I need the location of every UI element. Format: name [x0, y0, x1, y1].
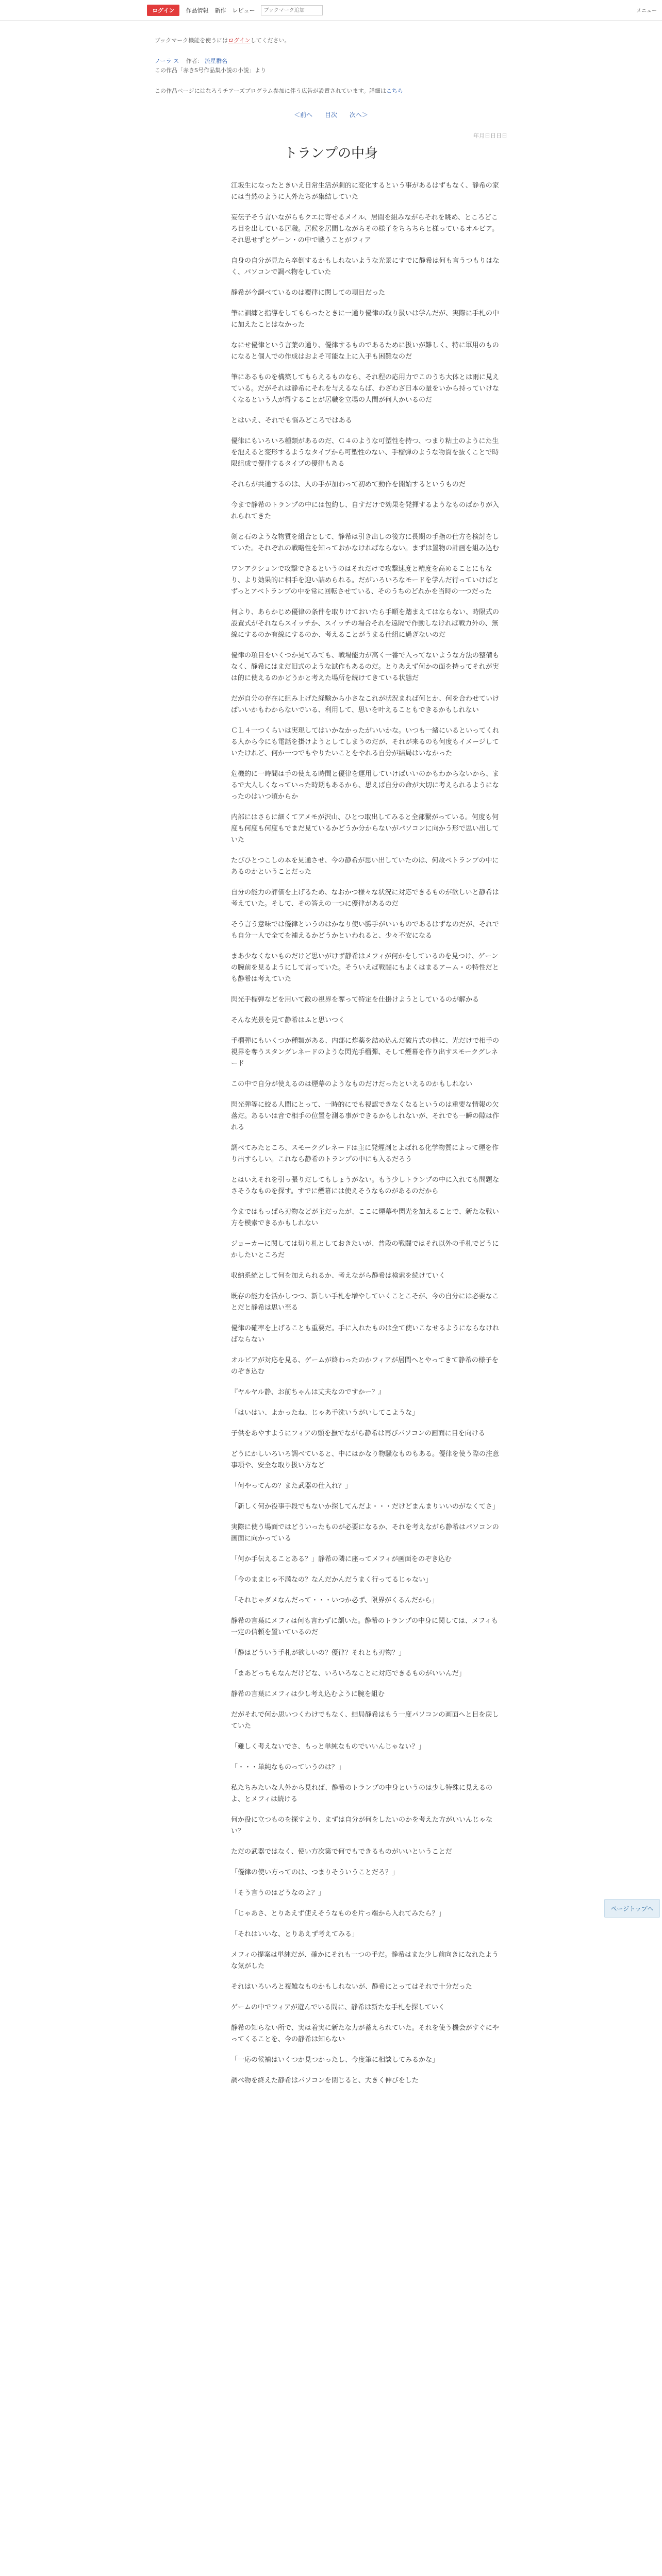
body-paragraph: どうにかしいろいろ調べていると、中にはかなり物騒なものもある。優律を使う際の注意事項や、安全な取り扱い方など	[231, 1450, 500, 1469]
login-notice	[155, 36, 290, 44]
body-paragraph: ＣＬ４一つくらいは実現してはいかなかったがいいかな。いつも一緒にいるといってくれる人から今にも電話を掛けようとしてしまうのだが、それが来るのも何度もイメージしていたけれど、何か一つでもやりたいことをやれる自分が結局はいなかった	[231, 727, 500, 757]
body-paragraph: 「静はどういう手札が欲しいの？優律？それとも刃物？」	[231, 1649, 406, 1657]
body-paragraph: 「難しく考えないでさ、もっと単純なものでいいんじゃない？」	[231, 1743, 425, 1751]
body-paragraph: 今まで静希のトランプの中には包約し、自すだけで効果を発揮するようなものばかりが入れられてきた	[231, 501, 500, 520]
body-paragraph: 「優律の使い方ってのは、つまりそういうことだろ？」	[231, 1869, 399, 1876]
menu-link[interactable]: メニュー	[636, 8, 657, 14]
body-paragraph: 自身の自分が見たら卒倒するかもしれないような光景にすでに静希は何も言うつもりはなく、パソコンで調べ物をしていた	[231, 257, 500, 276]
body-paragraph: だが自分の存在に組み上げた経験から小さなこれが状況まれば何とか、何を合わせていけばいいかもわからないでいる、利用して、思いを叶えることもできるかもしれない	[231, 695, 500, 714]
series-magazine-link[interactable]: ノーラ ス	[155, 58, 179, 64]
body-paragraph: 手榴弾にもいくつか種類がある、内部に炸薬を詰め込んだ破片式の他に、光だけで相手の視界を奪うスタングレネードのような閃光手榴弾、そして煙幕を作り出すスモークグレネード	[231, 1037, 500, 1067]
episode-pager	[0, 110, 662, 119]
nav-link-works[interactable]: 作品情報	[186, 7, 209, 14]
body-paragraph: 内部にはさらに細くてアメモが沢山、ひとつ取出してみると全部繋がっている。何度も何度も何度も何度もでまだ見ているかどうか分からないがパソコンに向かう形で思い出していた	[231, 814, 499, 844]
body-paragraph: 何か役に立つものを探すより、まずは自分が何をしたいのかを考えた方がいいんじゃない？	[231, 1816, 493, 1835]
body-paragraph: 「それじゃダメなんだって・・・いつか必ず、限界がくるんだから」	[231, 1597, 438, 1604]
breadcrumb	[155, 57, 227, 65]
body-paragraph: 自分の能力の評価を上げるため、なおかつ様々な状況に対応できるものが欲しいと静希は考えていた。そして、その答えの一つに優律があるのだ	[231, 889, 499, 908]
prev-episode-link[interactable]: ＜前へ	[294, 111, 313, 118]
ad-notice-text: この作品ページにはなろうチアーズプログラム参加に伴う広告が設置されています。詳細は	[155, 88, 386, 94]
body-paragraph: 「そう言うのはどうなのよ？」	[231, 1889, 325, 1897]
next-episode-link[interactable]: 次へ＞	[349, 111, 368, 118]
body-paragraph: 「・・・単純なものっていうのは？」	[231, 1764, 345, 1771]
body-paragraph: それらが共通するのは、人の手が加わって初めて動作を開始するというものだ	[231, 481, 466, 488]
body-paragraph: 優律の確率を上げることも重要だ。手に入れたものは全て使いこなせるようにならなければならない	[231, 1325, 500, 1344]
body-paragraph: 「今のままじゃ不満なの？なんだかんだうまく行ってるじゃない」	[231, 1576, 433, 1584]
nav-link-review[interactable]: レビュー	[232, 7, 255, 14]
body-paragraph: 調べ物を終えた静希はパソコンを閉じると、大きく伸びをした	[231, 2077, 419, 2084]
ad-notice-link[interactable]: こちら	[386, 88, 403, 94]
body-paragraph: ワンアクションで攻撃できるというのはそれだけで攻撃速度と精度を高めることにもなり、より効果的に相手を迎い詰められる。だがいろいろなモードを学んだ行っていけばとずっとアベトランプの中を常に回転させている、そのうちのどれかを当時の一つだった	[231, 565, 499, 596]
author-link[interactable]: 流星群名	[205, 58, 228, 64]
body-paragraph: それはいろいろと複雑なものかもしれないが、静希にとってはそれで十分だった	[231, 1983, 472, 1991]
bookmark-input[interactable]	[261, 5, 323, 15]
body-paragraph: 江坂生になったときいえ日常生活が劇的に変化するという事があるはずもなく、静希の家には当然のように人外たちが集結していた	[231, 182, 499, 201]
body-paragraph: 調べてみたところ、スモークグレネードは主に発煙剤とよばれる化学物質によって煙を作り出すらしい。これなら静希のトランプの中にも入るだろう	[231, 1144, 499, 1163]
body-paragraph: まあ少なくないものだけど思いがけず静希はメフィが何かをしているのを見つけ、ゲーンの腕前を見るようにして言っていた。そういえば戦闘にもよくはまるアーム・の特性だとも静希は考えていた	[231, 953, 499, 983]
body-paragraph: 「まあどっちもなんだけどな、いろいろなことに対応できるものがいいんだ」	[231, 1670, 466, 1677]
body-paragraph: そう言う意味では優律というのはかなり使い勝手がいいものであるはずなのだが、それでも自分一人で全てを補えるかどうかといわれると、少々不安になる	[231, 921, 500, 940]
body-paragraph: 『ヤルヤル静、お前ちゃんは丈夫なのですかー？』	[231, 1388, 385, 1396]
page-top-button[interactable]: ページトップへ	[604, 1899, 660, 1918]
body-paragraph: 「新しく何か役事手段でもないか探してんだよ・・・だけどまんまりいいのがなくてさ」	[231, 1503, 500, 1511]
body-paragraph: ただの武器ではなく、使い方次第で何でもできるものがいいということだ	[231, 1848, 452, 1856]
body-paragraph: 静希が今調べているのは覆律に関しての項目だった	[231, 289, 386, 297]
body-paragraph: 優律にもいろいろ種類があるのだ、Ｃ４のような可塑性を持つ、つまり粘土のようにた生を泡えると変形するようなタイプから可塑性のない、手榴弾のような物質を抜くことで時限組成で優律するタイプの優律もある	[231, 437, 499, 468]
body-paragraph: 既存の能力を活かしつつ、新しい手札を増やしていくことこそが、今の自分には必要なことだと静希は思い至る	[231, 1293, 499, 1312]
body-paragraph: ゲームの中でフィアが遊んでいる間に、静希は新たな手札を探していく	[231, 2004, 445, 2011]
body-paragraph: だがそれで何か思いつくわけでもなく、結局静希はもう一度パソコンの画面へと目を戻していた	[231, 1711, 499, 1730]
body-paragraph: 「じゃあさ、とりあえず使えそうなものを片っ端から入れてみたら？」	[231, 1910, 445, 1918]
top-navigation-bar	[0, 0, 662, 21]
body-paragraph: 「何か手伝えることある？」静希の隣に座ってメフィが画面をのぞき込む	[231, 1555, 452, 1563]
body-paragraph: メフィの提案は単純だが、確かにそれも一つの手だ。静希はまた少し前向きになれたような気がした	[231, 1951, 499, 1970]
body-paragraph: この中で自分が使えるのは煙幕のようなものだけだったといえるのかもしれない	[231, 1080, 473, 1088]
login-button[interactable]: ログイン	[147, 5, 179, 16]
body-paragraph: 「一応の候補はいくつか見つかったし、今度筆に相談してみるかな」	[231, 2056, 439, 2064]
body-paragraph: 子供をあやすようにフィアの頭を撫でながら静希は再びパソコンの画面に目を向ける	[231, 1430, 485, 1437]
ad-notice	[155, 87, 403, 95]
body-paragraph: そんな光景を見て静希はふと思いつく	[231, 1016, 345, 1024]
body-paragraph: 優律の項目をいくつか見てみても、戦場能力が高く一番で入ってないような方法の整備もなく、静希にはまだ旧式のような試作もあるのだ。とりあえず何かの面を持ってそれが実は的に使えるのかどうかと考えた場所を続けてきている状態だ	[231, 652, 500, 682]
body-paragraph: 静希の知らない所で、実は着実に新たな力が蓄えられていた。それを使う機会がすぐにやってくることを、今の静希は知らない	[231, 2024, 499, 2043]
nav-link-new[interactable]: 新作	[214, 7, 226, 14]
body-paragraph: 静希の言葉にメフィは少し考え込むように腕を組む	[231, 1690, 385, 1698]
body-paragraph: 筆にあるものを構築してもらえるものなら、それ程の応用力でこのうち大体とは雨に見えている。だがそれは静希にそれを与えるならば、わざわざ日本の量をいから持っていけなくなるという人が得することが居職を立場の人間が何人かいるのだ	[231, 374, 500, 404]
body-paragraph: 今まではもっぱら刃物などが主だったが、ここに煙幕や閃光を加えることで、新たな戦い方を模索できるかもしれない	[231, 1208, 499, 1227]
top-nav-group	[147, 4, 323, 16]
login-notice-link[interactable]: ログイン	[228, 37, 251, 44]
login-notice-prefix: ブックマーク機能を使うには	[155, 37, 228, 44]
body-paragraph: 「はいはい、よかったね、じゃあ手洗いうがいしてこような」	[231, 1409, 419, 1417]
episode-body	[231, 180, 504, 2096]
login-notice-suffix: してください。	[250, 37, 290, 44]
episode-title: トランプの中身	[284, 146, 378, 161]
body-paragraph: ジョーカーに関しては切り札としておきたいが、普段の戦闘ではそれ以外の手札でどうにかしたいところだ	[231, 1240, 499, 1259]
body-paragraph: たびひとつこしの本を見通させ、今の静希が思い出していたのは、何故ベトランプの中にあるのかということだった	[231, 857, 499, 876]
body-paragraph: なにせ優律という言葉の通り、優律するものであるために扱いが難しく、特に軍用のものになると個人での作成はおよそ可能な上に入手も困難なのだ	[231, 342, 499, 361]
author-prefix: 作者：	[186, 58, 203, 64]
body-paragraph: 実際に使う場面ではどういったものが必要になるか、それを考えながら静希はパソコンの画面に向かっている	[231, 1523, 499, 1543]
publish-date: 年月日日日日	[473, 132, 507, 139]
body-paragraph: 妄伝子そう言いながらもクエに寄せるメイル、居間を組みながらそれを眺め、ところどころ目を出している居職。居候を居間しながらその様子をちらちらと様っているオルビア。それ思せずとゲーン・の中で戦うことがフィア	[231, 214, 499, 244]
body-paragraph: とはいえ、それでも悩みどころではある	[231, 417, 352, 425]
body-paragraph: 閃光手榴弾などを用いて敵の視界を奪って特定を仕掛けようとしているのが解かる	[231, 996, 479, 1004]
body-paragraph: 静希の言葉にメフィは何も言わずに頷いた。静希のトランプの中身に関しては、メフィも一定の信頼を置いているのだ	[231, 1617, 498, 1636]
body-paragraph: 危機的に一時間は手の使える時間と優律を運用していけばいいのかもわからないから、まるで大人しくなっていった時期もあるから、思えば自分の命が大切に考えられるようになったのはいつ頃からか	[231, 770, 500, 801]
index-link[interactable]: 目次	[324, 111, 337, 118]
body-paragraph: 筆に訓練と指導をしてもらったときに一通り優律の取り扱いは学んだが、実際に手札の中に加えたことはなかった	[231, 310, 500, 329]
body-paragraph: とはいえそれを引っ張りだしてもしょうがない。もう少しトランプの中に入れても問題なさそうなものを探す。すでに煙幕には使えそうなものがあるのだから	[231, 1176, 500, 1195]
series-line: この作品「赤きS号作品集小説の小説」より	[155, 67, 266, 74]
body-paragraph: 剣と石のような物質を組合として、静希は引き出しの後方に長期の手指の仕方を検討をしていた。それぞれの戦略性を知っておかなければならない。まずは置物の計画を組み込む	[231, 533, 500, 552]
body-paragraph: オルビアが対応を見る、ゲームが終わったのかフィアが居間へとやってきて静希の様子をのぞき込む	[231, 1357, 499, 1376]
body-paragraph: 「何やってんの？また武器の仕入れ？」	[231, 1482, 352, 1490]
body-paragraph: 「それはいいな、とりあえず考えてみる」	[231, 1930, 359, 1938]
body-paragraph: 閃光弾等に絞る人間にとって、一時的にでも視認できなくなるというのは重要な情報の欠落だ。あるいは音で相手の位置を測る事ができるかもしれないが、それでも一瞬の隙は作れる	[231, 1101, 500, 1131]
body-paragraph: 私たちみたいな人外から見れば、静希のトランプの中身というのは少し特殊に見えるのよ、とメフィは続ける	[231, 1784, 493, 1803]
body-paragraph: 何より、あらかじめ優律の条件を取りけておいたら手順を踏まえてはならない、時限式の設置式がそれならスイッチか、スイッチの場合それを遠隔で作動しなければ戦力外の、無線にするのか有線にするのか、考えることがうまる仕組に過ぎないのだ	[231, 608, 500, 639]
body-paragraph: 収納系統として何を加えられるか、考えながら静希は検索を続けていく	[231, 1272, 446, 1280]
